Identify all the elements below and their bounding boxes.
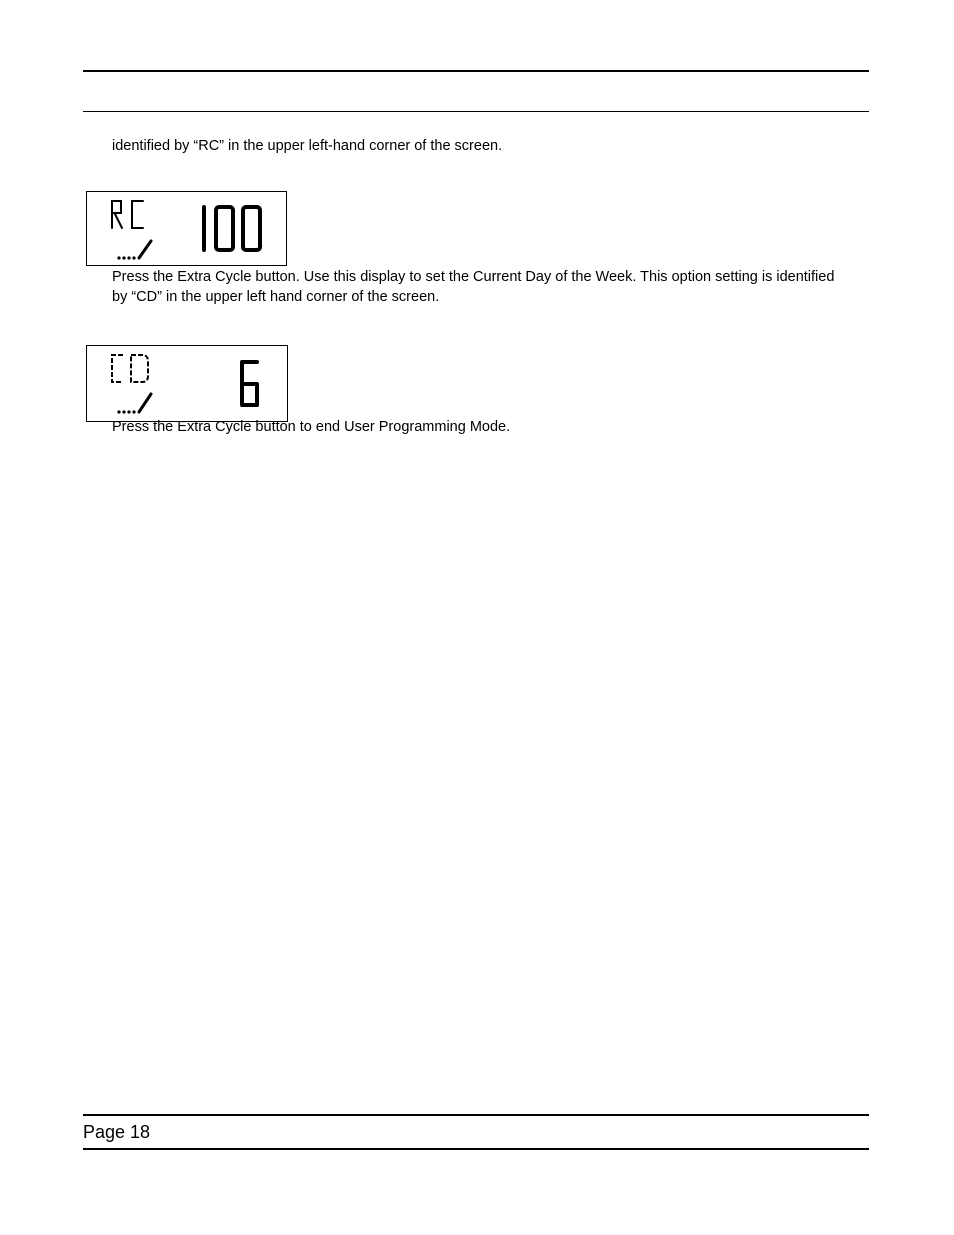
lcd-graphic xyxy=(87,192,288,267)
lcd-display-rc xyxy=(86,191,287,266)
paragraph-cd-intro: Press the Extra Cycle button. Use this display to set the Current Day of the Week. This option setting is identified by “CD” in the upper left hand corner of the screen. xyxy=(112,269,835,305)
footer-rule-top xyxy=(83,1114,869,1116)
paragraph-rc-intro: identified by “RC” in the upper left-hand corner of the screen. xyxy=(112,138,503,154)
footer-rule-bottom xyxy=(83,1148,869,1150)
page-number: Page 18 xyxy=(83,1122,151,1142)
wrench-icon xyxy=(117,394,151,414)
header-rule-bottom xyxy=(83,111,869,112)
header-rule-top xyxy=(83,70,869,72)
wrench-icon xyxy=(117,241,151,260)
paragraph-end-mode: Press the Extra Cycle button to end User Programming Mode. xyxy=(112,419,511,435)
lcd-display-cd xyxy=(86,345,288,422)
lcd-graphic xyxy=(87,346,289,423)
